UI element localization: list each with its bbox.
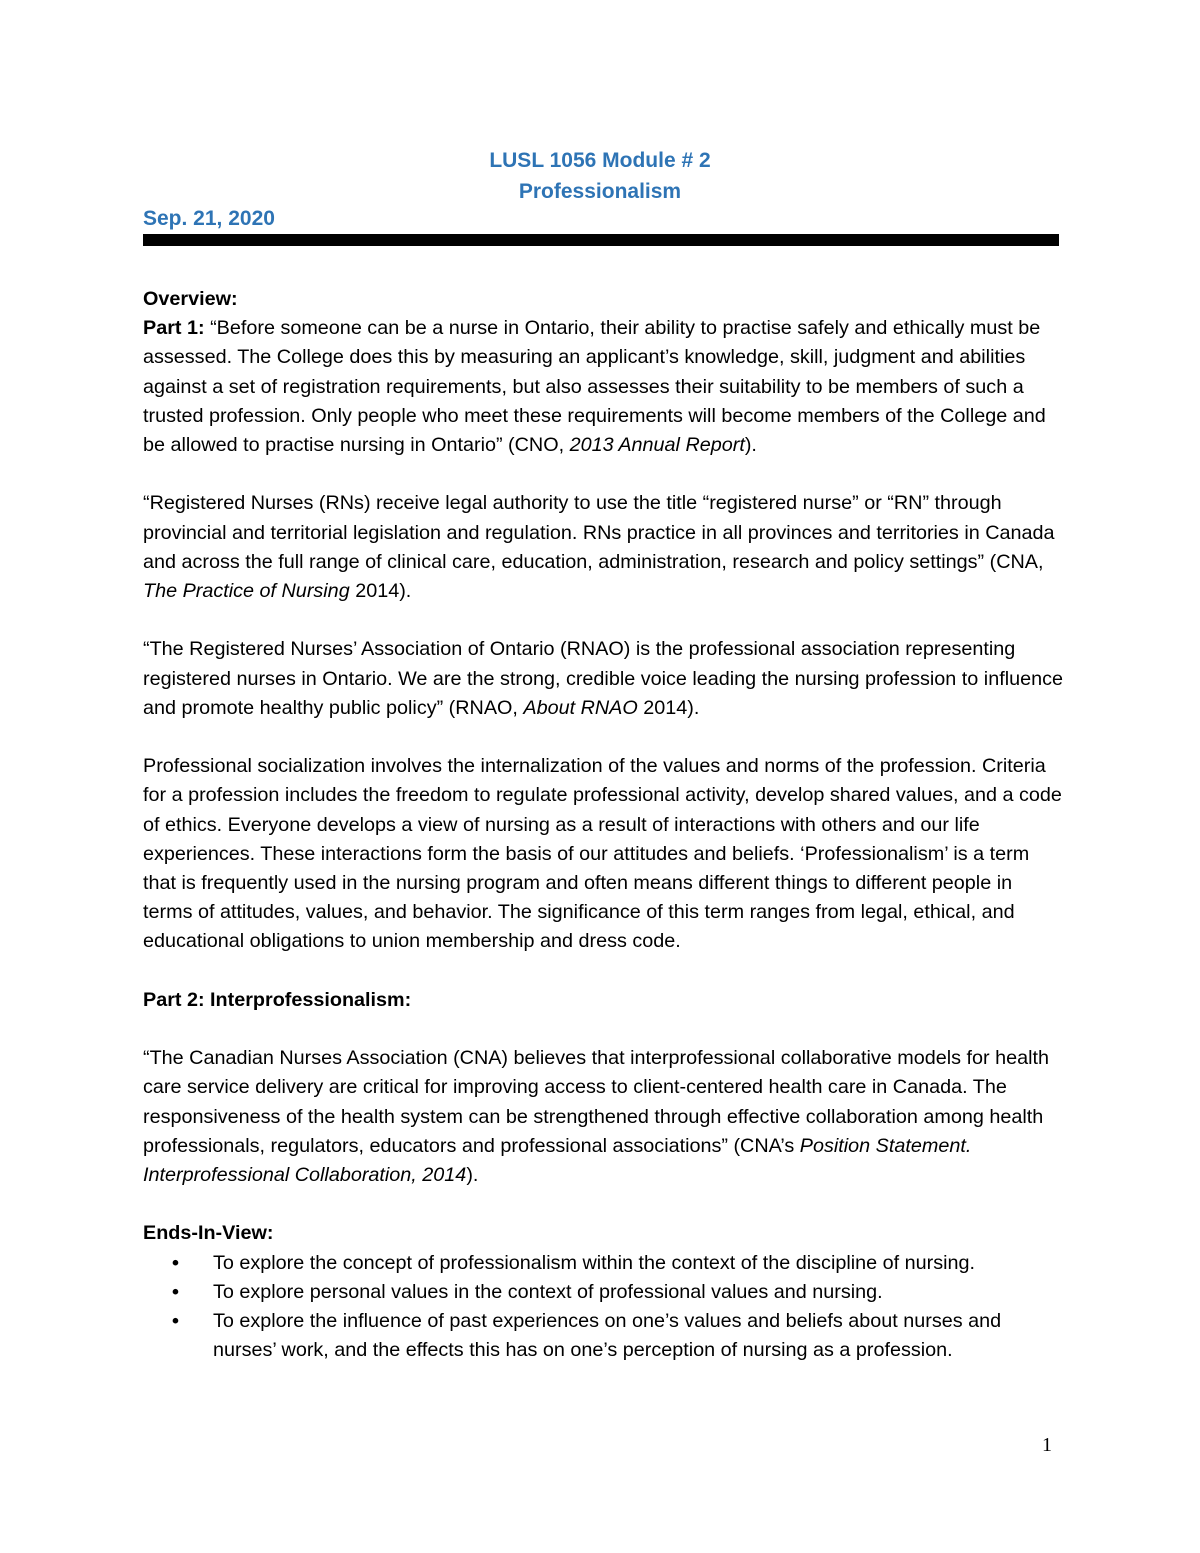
part2-heading: Part 2: Interprofessionalism: (143, 988, 412, 1011)
rn-quote-end: 2014). (349, 580, 412, 603)
ends-in-view-list (143, 1249, 1063, 1366)
rnao-quote-end: 2014). (637, 696, 700, 719)
part1-citation: 2013 Annual Report (569, 434, 745, 457)
cna-quote-paragraph (143, 1044, 1063, 1190)
rnao-quote-citation: About RNAO (523, 696, 638, 719)
document-body (143, 285, 1063, 1365)
document-date: Sep. 21, 2020 (143, 207, 275, 230)
cna-quote-citation: Position Statement. Interprofessional Collaboration, 2014 (143, 1134, 972, 1187)
list-item (143, 1249, 1063, 1278)
course-title: LUSL 1056 Module # 2 (489, 149, 711, 172)
cna-quote-end: ). (466, 1164, 479, 1187)
rn-quote-paragraph (143, 489, 1063, 606)
list-item (143, 1278, 1063, 1307)
list-item-text: To explore personal values in the context of professional values and nursing. (213, 1280, 883, 1303)
list-item (143, 1307, 1063, 1365)
rnao-quote-paragraph (143, 635, 1063, 723)
rn-quote-text: “Registered Nurses (RNs) receive legal authority to use the title “registered nurse” or “RN” through provincial and territorial legislation and regulation. RNs practice in all provinces and territories in Canada and across the full range of clinical care, education, administration, research and policy settings” (CNA, (143, 492, 1055, 573)
ends-in-view-heading: Ends-In-View: (143, 1222, 274, 1245)
bullet-icon: • (172, 1280, 179, 1303)
part1-label: Part 1: (143, 317, 205, 340)
overview-heading: Overview: (143, 288, 238, 310)
part1-paragraph (143, 314, 1063, 460)
part1-end: ). (744, 434, 757, 457)
list-item-text: To explore the influence of past experiences on one’s values and beliefs about nurses and nurses’ work, and the effects this has on one’s perception of nursing as a profession. (213, 1310, 1002, 1362)
page-number: 1 (1042, 1434, 1052, 1456)
cna-quote-text: “The Canadian Nurses Association (CNA) believes that interprofessional collaborative models for health care service delivery are critical for improving access to client-centered health care in Canada. The responsiveness of the health system can be strengthened through effective collaboration among health professionals, regulators, educators and professional associations” (CNA’s (143, 1047, 1049, 1157)
list-item-text: To explore the concept of professionalism within the context of the discipline of nursing. (213, 1251, 976, 1274)
part1-text: “Before someone can be a nurse in Ontario, their ability to practise safely and ethically must be assessed. The College does this by measuring an applicant’s knowledge, skill, judgment and abilities against a set of registration requirements, but also assesses their suitability to be members of such a trusted profession. Only people who meet these requirements will become members of the College and be allowed to practise nursing in Ontario” (CNO, (143, 317, 1046, 457)
bullet-icon: • (172, 1251, 179, 1274)
rnao-quote-text: “The Registered Nurses’ Association of Ontario (RNAO) is the professional association representing registered nurses in Ontario. We are the strong, credible voice leading the nursing profession to influence and promote healthy public policy” (RNAO, (143, 638, 1063, 719)
module-title: Professionalism (518, 180, 682, 203)
title-block (0, 145, 1200, 207)
bullet-icon: • (172, 1310, 179, 1333)
socialization-paragraph: Professional socialization involves the internalization of the values and norms of the profession. Criteria for a profession includes the freedom to regulate professional activity, develop shared values, and a code of ethics. Everyone develops a view of nursing as a result of interactions with others and our life experiences. These interactions form the basis of our attitudes and beliefs. ‘Professionalism’ is a term that is frequently used in the nursing program and often means different things to different people in terms of attitudes, values, and behavior. The significance of this term ranges from legal, ethical, and educational obligations to union membership and dress code. (143, 755, 1062, 953)
rn-quote-citation: The Practice of Nursing (143, 580, 350, 603)
heading-rule (143, 234, 1059, 246)
